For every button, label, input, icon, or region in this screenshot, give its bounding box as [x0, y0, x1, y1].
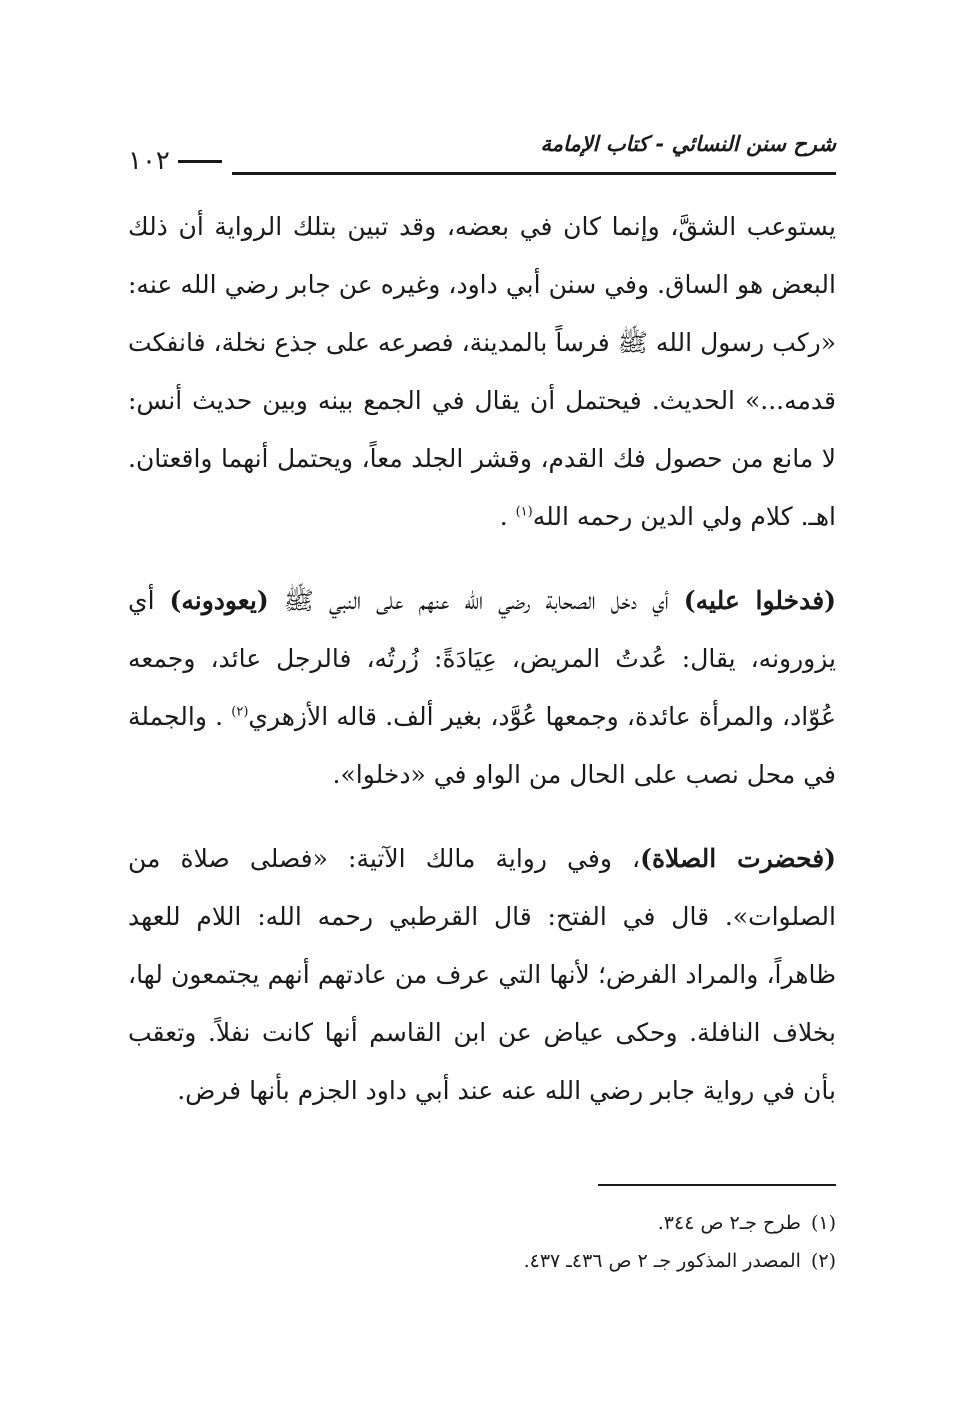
header-rule	[232, 172, 836, 175]
paragraph	[128, 572, 836, 804]
paragraph	[128, 830, 836, 1120]
text-run: .	[499, 502, 516, 531]
text-run: أي يزورونه، يقال: عُدتُ المريض، عِيَادَةً: زُرتُه، فالرجل عائد، وجمعه عُوّاد، والمرأة عائدة، وجمعها عُوَّد، بغير ألف. قاله الأزهري	[128, 586, 836, 731]
footnotes	[236, 1204, 836, 1280]
page-header	[128, 128, 836, 180]
footnote	[236, 1242, 836, 1280]
footnote-text: طرح جـ٢ ص ٣٤٤.	[657, 1212, 801, 1234]
footnote-ref: (١)	[515, 504, 533, 520]
footnote-number: (٢)	[810, 1250, 836, 1272]
footnote-separator	[598, 1184, 836, 1186]
running-title: شرح سنن النسائي - كتاب الإمامة	[540, 132, 836, 156]
bold-phrase: (يعودونه)	[169, 586, 269, 615]
body-text	[128, 198, 836, 1146]
text-run: . والجملة في محل نصب على الحال من الواو في «دخلوا».	[128, 702, 836, 789]
text-run: ، وفي رواية مالك الآتية: «فصلى صلاة من الصلوات». قال في الفتح: قال القرطبي رحمه الله: اللام للعهد ظاهراً، والمراد الفرض؛ لأنها التي عرف من عادتهم أنهم يجتمعون لها، بخلاف النافلة. وحكى عياض عن ابن القاسم أنها كانت نفلاً. وتعقب بأن في رواية جابر رضي الله عنه عند أبي داود الجزم بأنها فرض.	[128, 844, 836, 1105]
bold-phrase: (فحضرت الصلاة)	[640, 844, 836, 873]
text-run: أي دخل الصحابة رضي الله عنهم على النبي ﷺ	[268, 586, 684, 615]
page-number-bar	[178, 160, 222, 163]
footnote-text: المصدر المذكور جـ ٢ ص ٤٣٦ـ ٤٣٧.	[523, 1250, 801, 1272]
footnote	[236, 1204, 836, 1242]
footnote-ref: (٢)	[231, 704, 249, 720]
footnote-number: (١)	[810, 1212, 836, 1234]
text-run: يستوعب الشقَّ، وإنما كان في بعضه، وقد تبين بتلك الرواية أن ذلك البعض هو الساق. وفي سنن أبي داود، وغيره عن جابر رضي الله عنه: «ركب رسول الله ﷺ فرساً بالمدينة، فصرعه على جذع نخلة، فانفكت قدمه...» الحديث. فيحتمل أن يقال في الجمع بينه وبين حديث أنس: لا مانع من حصول فك القدم، وقشر الجلد معاً، ويحتمل أنهما واقعتان. اهـ. كلام ولي الدين رحمه الله	[128, 212, 836, 531]
page-number-text: ١٠٢	[128, 146, 170, 176]
bold-phrase: (فدخلوا عليه)	[683, 586, 836, 615]
paragraph	[128, 198, 836, 546]
page-number	[128, 146, 222, 176]
